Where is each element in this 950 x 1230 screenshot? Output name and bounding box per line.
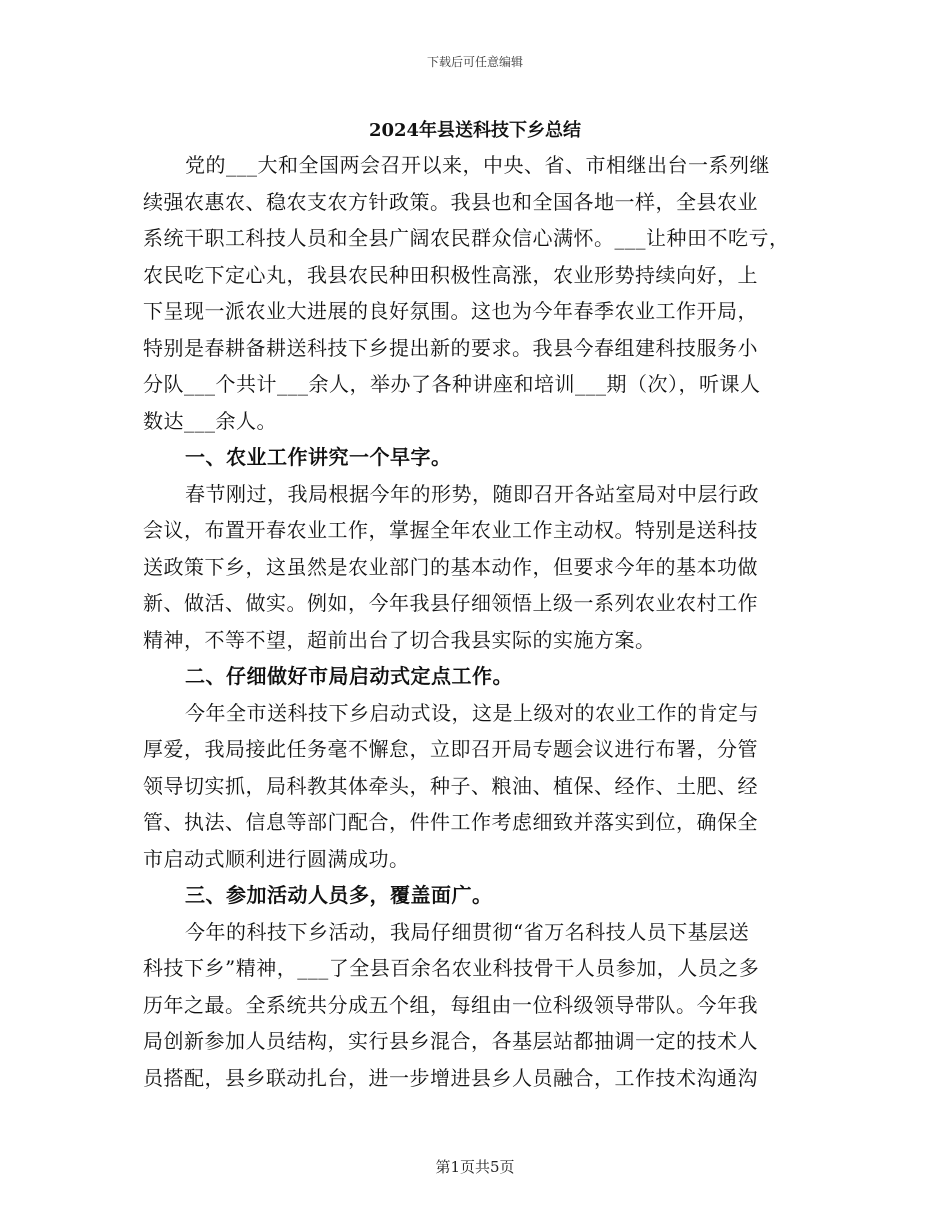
paragraph-line: 数达___余人。 [143, 408, 277, 433]
section-heading: 二、仔细做好市局启动式定点工作。 [185, 664, 513, 688]
paragraph-line: 分队___个共计___余人，举办了各种讲座和培训___期（次），听课人 [143, 372, 761, 396]
paragraph-line: 会议，布置开春农业工作，掌握全年农业工作主动权。特别是送科技 [143, 518, 758, 542]
paragraph-line: 局创新参加人员结构，实行县乡混合，各基层站都抽调一定的技术人 [143, 1029, 758, 1053]
paragraph-line: 特别是春耕备耕送科技下乡提出新的要求。我县今春组建科技服务小 [143, 335, 758, 360]
paragraph-line: 下呈现一派农业大进展的良好氛围。这也为今年春季农业工作开局， [143, 299, 758, 323]
paragraph-line: 市启动式顺利进行圆满成功。 [143, 846, 410, 871]
section-heading: 一、农业工作讲究一个早字。 [185, 445, 452, 469]
paragraph-line: 续强农惠农、稳农支农方针政策。我县也和全国各地一样，全县农业 [143, 189, 758, 214]
paragraph-line: 今年全市送科技下乡启动式设，这是上级对的农业工作的肯定与 [185, 700, 759, 725]
paragraph-line: 系统干职工科技人员和全县广阔农民群众信心满怀。___让种田不吃亏， [143, 226, 790, 250]
paragraph-line: 今年的科技下乡活动，我局仔细贯彻“省万名科技人员下基层送 [185, 919, 750, 944]
page-footer: 第1页共5页 [435, 1158, 515, 1176]
paragraph-line: 领导切实抓，局科教其体牵头，种子、粮油、植保、经作、土肥、经 [143, 773, 758, 798]
document-title: 2024年县送科技下乡总结 [368, 120, 582, 141]
paragraph-line: 员搭配，县乡联动扎台，进一步增进县乡人员融合，工作技术沟通沟 [143, 1065, 758, 1090]
paragraph-line: 送政策下乡，这虽然是农业部门的基本动作，但要求今年的基本功做 [143, 554, 758, 579]
paragraph-line: 历年之最。全系统共分成五个组，每组由一位科级领导带队。今年我 [143, 992, 758, 1017]
paragraph-line: 管、执法、信息等部门配合，件件工作考虑细致并落实到位，确保全 [143, 810, 758, 834]
document-body [143, 147, 811, 1096]
paragraph-line: 科技下乡”精神，___了全县百余名农业科技骨干人员参加，人员之多 [143, 956, 760, 980]
section-heading: 三、参加活动人员多，覆盖面广。 [185, 883, 493, 907]
paragraph-line: 党的___大和全国两会召开以来，中央、省、市相继出台一系列继 [185, 153, 770, 177]
paragraph-line: 春节刚过，我局根据今年的形势，随即召开各站室局对中层行政 [185, 481, 759, 506]
paragraph-line: 农民吃下定心丸，我县农民种田积极性高涨，农业形势持续向好，上 [143, 262, 758, 287]
paragraph-line: 厚爱，我局接此任务毫不懈怠，立即召开局专题会议进行布署，分管 [143, 737, 758, 761]
download-note: 下载后可任意编辑 [426, 55, 523, 69]
paragraph-line: 新、做活、做实。例如，今年我县仔细领悟上级一系列农业农村工作 [143, 591, 758, 615]
paragraph-line: 精神，不等不望，超前出台了切合我县实际的实施方案。 [143, 627, 656, 652]
